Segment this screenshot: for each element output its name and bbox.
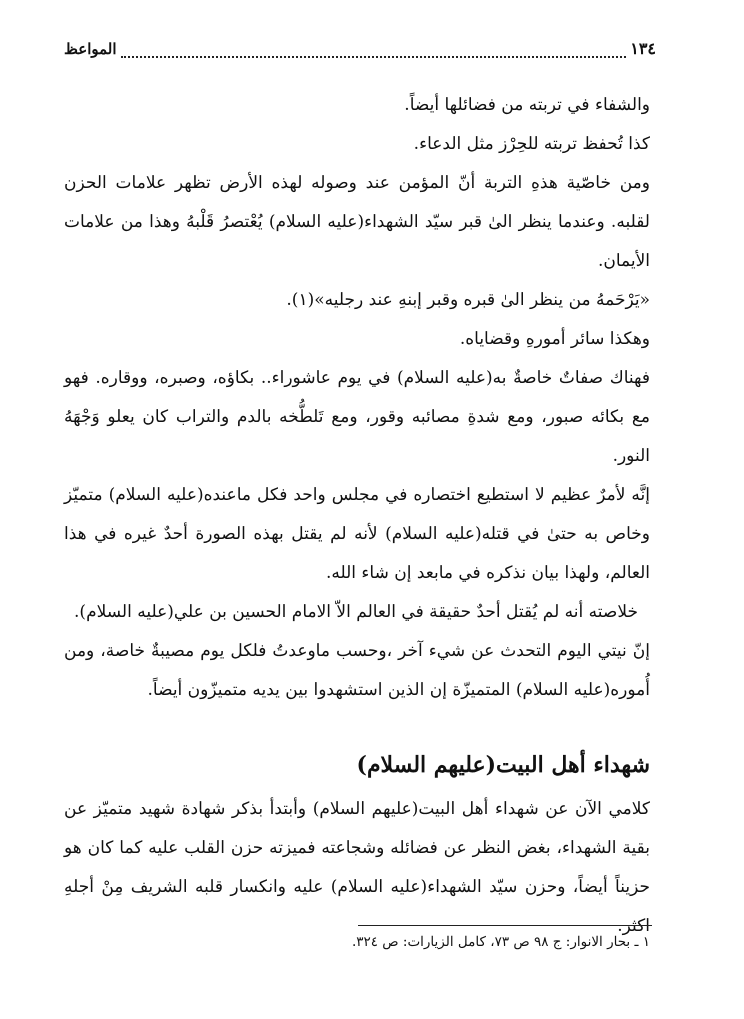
paragraph: والشفاء في تربته من فضائلها أيضاً.	[404, 95, 650, 115]
chapter-title: المواعظ	[64, 40, 117, 58]
paragraph: كلامي الآن عن شهداء أهل البيت(عليهم السلام) وأبتدأ بذكر شهادة شهيد متميّز عن بقية الشهداء، بغض النظر عن فضائله وشجاعته فميزته حزن القلب عليه كما كان هو حزيناً أيضاً، وحزن سيّد الشهداء(عليه السلام) عليه وانكسار قلبه الشريف مِنْ أجلهِ اكثر.	[64, 799, 650, 936]
paragraph: خلاصته أنه لم يُقتل أحدٌ حقيقة في العالم الاّ الامام الحسين بن علي(عليه السلام).	[74, 602, 638, 622]
header-dot-leader	[121, 46, 627, 58]
page-header	[64, 36, 656, 58]
paragraph: ومن خاصّية هذهِ التربة أنّ المؤمن عند وصوله لهذه الأرض تظهر علامات الحزن لقلبه. وعندما ينظر الىٰ قبر سيّد الشهداء(عليه السلام) يُعْتصرُ قَلْبهُ وهذا من علامات الأيمان.	[64, 173, 650, 271]
quote-paragraph: «يَرْحَمهُ من ينظر الىٰ قبره وقبر إبنهِ عند رجليه»(١).	[286, 290, 650, 310]
section-heading: شهداء أهل البيت(عليهم السلام)	[356, 752, 650, 778]
page-number: ١٣٤	[630, 39, 656, 58]
section-text	[64, 790, 650, 946]
main-text	[64, 86, 650, 710]
paragraph: كذا تُحفظ تربته للحِرْز مثل الدعاء.	[413, 134, 650, 154]
footnote: ١ ـ بحار الانوار: ج ٩٨ ص ٧٣، كامل الزيارات: ص ٣٢٤.	[351, 934, 650, 950]
paragraph: فهناك صفاتٌ خاصةٌ به(عليه السلام) في يوم عاشوراء.. بكاؤه، وصبره، ووقاره. فهو مع بكائه صبور، ومع شدةِ مصائبه وقور، ومع تَلطُّخه بالدم والتراب كان يعلو وَجْهَهُ النور.	[64, 368, 650, 466]
paragraph: وهكذا سائر أمورهِ وقضاياه.	[459, 329, 650, 349]
footnote-divider	[358, 925, 652, 926]
paragraph: إنّ نيتي اليوم التحدث عن شيء آخر ،وحسب ماوعدتُ فلكل يوم مصيبةٌ خاصة، ومن أُموره(عليه السلام) المتميزّة إن الذين استشهدوا بين يديه متميزّون أيضاً.	[64, 641, 650, 700]
paragraph: إنَّه لأمرٌ عظيم لا استطيع اختصاره في مجلس واحد فكل ماعنده(عليه السلام) متميّز وخاص به حتىٰ في قتله(عليه السلام) لأنه لم يقتل بهذه الصورة أحدٌ غيره في هذا العالم، ولهذا بيان نذكره في مابعد إن شاء الله.	[64, 485, 651, 583]
